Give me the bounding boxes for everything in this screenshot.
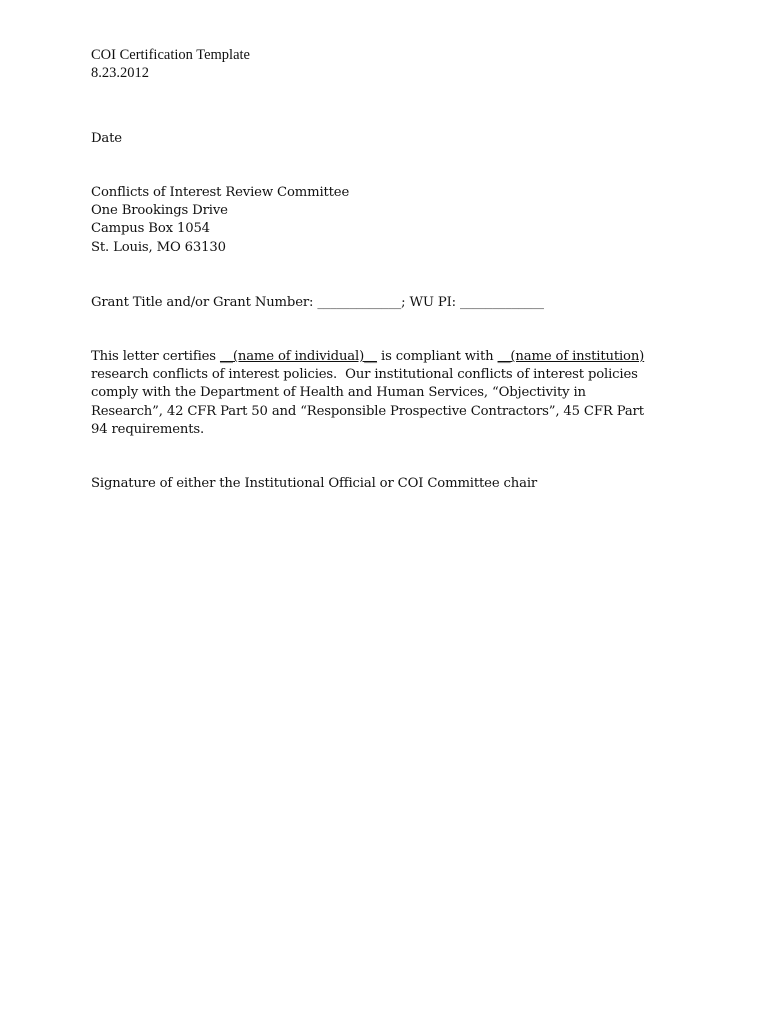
signature-line [91, 475, 537, 493]
institution-placeholder: __(name of institution) [497, 349, 645, 364]
certify-middle: is compliant with [376, 349, 498, 364]
pi-label: ; WU PI: [401, 295, 461, 310]
individual-placeholder: __(name of individual)__ [219, 349, 377, 364]
certify-line-3: comply with the Department of Health and Human Services, “Objectivity in [91, 385, 586, 401]
address-line-4: St. Louis, MO 63130 [91, 239, 226, 255]
signature-label: Signature of either the Institutional Official or COI Committee chair [91, 476, 538, 491]
pi-blank: _____________ [460, 295, 544, 310]
recipient-address [91, 184, 349, 257]
template-title: COI Certification Template [91, 47, 250, 63]
certification-paragraph [91, 348, 651, 439]
certify-prefix: This letter certifies [91, 349, 220, 364]
date-label: Date [91, 131, 122, 146]
date-placeholder [91, 130, 122, 148]
certify-line-2: research conflicts of interest policies. Our institutional conflicts of interest policies [91, 367, 638, 383]
document-header [91, 46, 250, 82]
address-line-2: One Brookings Drive [91, 203, 228, 219]
grant-label: Grant Title and/or Grant Number: [91, 295, 318, 310]
grant-line [91, 294, 544, 312]
address-line-1: Conflicts of Interest Review Committee [91, 185, 350, 200]
certify-line-5: 94 requirements. [91, 421, 205, 437]
template-date: 8.23.2012 [91, 65, 149, 81]
certify-line-4: Research”, 42 CFR Part 50 and “Responsible Prospective Contractors”, 45 CFR Part [91, 403, 644, 419]
grant-number-blank: _____________ [317, 295, 402, 310]
address-line-3: Campus Box 1054 [91, 221, 210, 237]
